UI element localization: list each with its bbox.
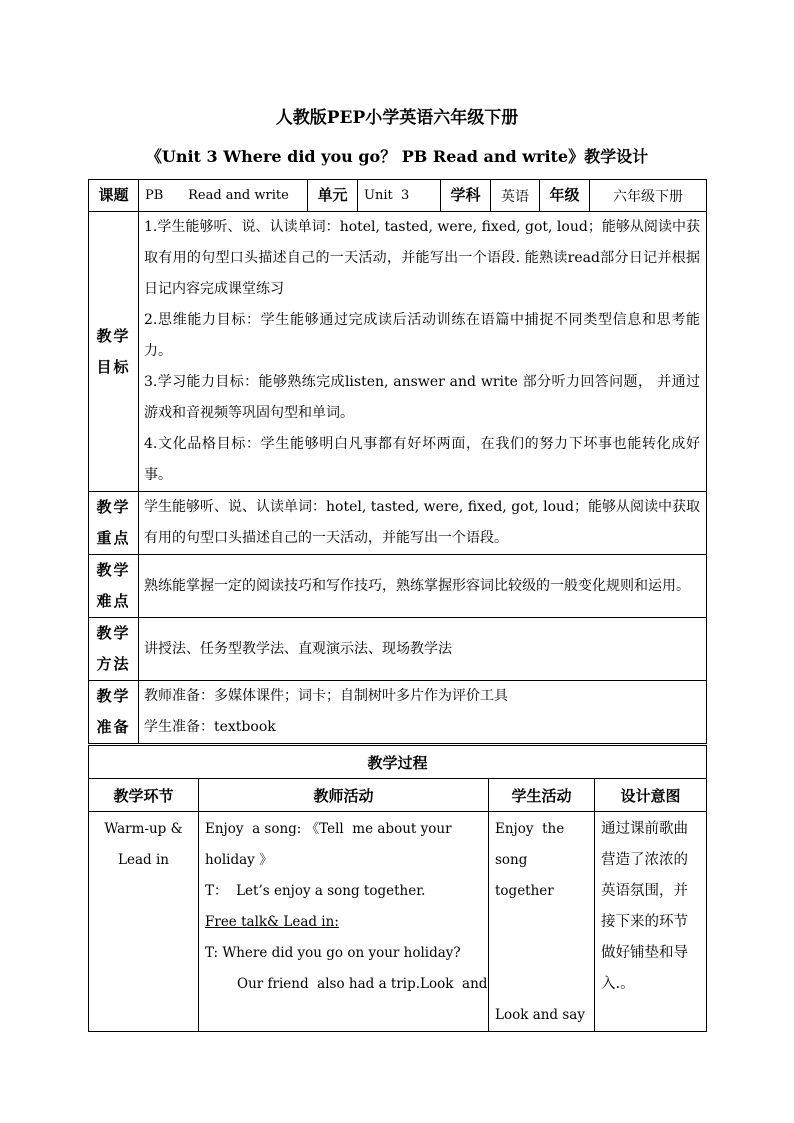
teacher-line-free-talk: Free talk& Lead in: xyxy=(205,914,339,930)
header-intent: 设计意图 xyxy=(595,779,707,812)
prep-teacher: 教师准备：多媒体课件；词卡；自制树叶多片作为评价工具 xyxy=(144,688,508,704)
unit-label: 单元 xyxy=(308,180,358,212)
stage-line: Lead in xyxy=(118,852,169,868)
teacher-cell xyxy=(199,812,489,1032)
unit-value: Unit 3 xyxy=(358,180,441,212)
document-subtitle: 《Unit 3 Where did you go？ PB Read and write》教学设计 xyxy=(145,147,649,166)
key-label-text: 教学重点 xyxy=(96,498,131,547)
process-title: 教学过程 xyxy=(89,746,707,779)
student-line: Enjoy the xyxy=(495,821,565,837)
process-table xyxy=(88,745,707,1032)
topic-label: 课题 xyxy=(89,180,139,212)
prep-label-text: 教学准备 xyxy=(96,687,131,736)
topic-value: PB Read and write xyxy=(139,180,308,212)
teacher-line: Our friend also had a trip.Look and xyxy=(237,976,488,992)
goals-label-text: 教学目标 xyxy=(96,326,131,376)
goal-item: 1.学生能够听、说、认读单词：hotel, tasted, were, fixed, got, loud；能够从阅读中获取有用的句型口头描述自己的一天活动，并能写出一个语段. 能熟读read部分日记并根据日记内容完成课堂练习 xyxy=(144,219,700,297)
stage-line: Warm-up & xyxy=(104,821,183,837)
lesson-info-table xyxy=(88,179,707,744)
header-student: 学生活动 xyxy=(489,779,595,812)
subject-value: 英语 xyxy=(491,180,540,212)
spacer xyxy=(495,969,588,1000)
document-title: 人教版PEP小学英语六年级下册 xyxy=(275,108,519,128)
prep-label xyxy=(89,681,139,744)
goal-item: 4.文化品格目标：学生能够明白凡事都有好坏两面，在我们的努力下坏事也能转化成好事。 xyxy=(144,436,700,483)
teacher-line: T： Let’s enjoy a song together. xyxy=(205,883,426,899)
goal-item: 3.学习能力目标：能够熟练完成listen, answer and write 部分听力回答问题， 并通过游戏和音视频等巩固句型和单词。 xyxy=(144,374,700,421)
prep-student: 学生准备：textbook xyxy=(144,719,276,735)
difficulty-row xyxy=(89,555,707,618)
method-row xyxy=(89,618,707,681)
grade-value: 六年级下册 xyxy=(590,180,707,212)
student-line: song together xyxy=(495,852,554,899)
difficulty-label-text: 教学难点 xyxy=(96,561,131,610)
key-content: 学生能够听、说、认读单词：hotel, tasted, were, fixed, got, loud；能够从阅读中获取有用的句型口头描述自己的一天活动，并能写出一个语段。 xyxy=(139,492,707,555)
header-stage: 教学环节 xyxy=(89,779,199,812)
info-row xyxy=(89,180,707,212)
difficulty-content: 熟练能掌握一定的阅读技巧和写作技巧，熟练掌握形容词比较级的一般变化规则和运用。 xyxy=(139,555,707,618)
difficulty-label xyxy=(89,555,139,618)
intent-cell: 通过课前歌曲营造了浓浓的英语氛围，并接下来的环节做好铺垫和导入.。 xyxy=(595,812,707,1032)
teacher-line: T: Where did you go on your holiday? xyxy=(205,945,461,961)
student-line: Look and say xyxy=(495,1007,585,1023)
goal-item: 2.思维能力目标：学生能够通过完成读后活动训练在语篇中捕捉不同类型信息和思考能力。 xyxy=(144,312,700,359)
grade-label: 年级 xyxy=(540,180,590,212)
method-label-text: 教学方法 xyxy=(96,624,131,673)
prep-row xyxy=(89,681,707,744)
subject-label: 学科 xyxy=(441,180,491,212)
key-row xyxy=(89,492,707,555)
teacher-line: Enjoy a song: 《Tell me about your xyxy=(205,821,452,837)
goals-label xyxy=(89,212,139,492)
goals-content xyxy=(139,212,707,492)
goals-row xyxy=(89,212,707,492)
method-label xyxy=(89,618,139,681)
process-row-warmup xyxy=(89,812,707,1032)
process-header-row xyxy=(89,779,707,812)
prep-content xyxy=(139,681,707,744)
student-cell xyxy=(489,812,595,1032)
spacer xyxy=(495,938,588,969)
header-teacher: 教师活动 xyxy=(199,779,489,812)
process-title-row xyxy=(89,746,707,779)
spacer xyxy=(495,907,588,938)
teacher-line: holiday 》 xyxy=(205,852,273,868)
stage-cell xyxy=(89,812,199,1032)
key-label xyxy=(89,492,139,555)
method-content: 讲授法、任务型教学法、直观演示法、现场教学法 xyxy=(139,618,707,681)
